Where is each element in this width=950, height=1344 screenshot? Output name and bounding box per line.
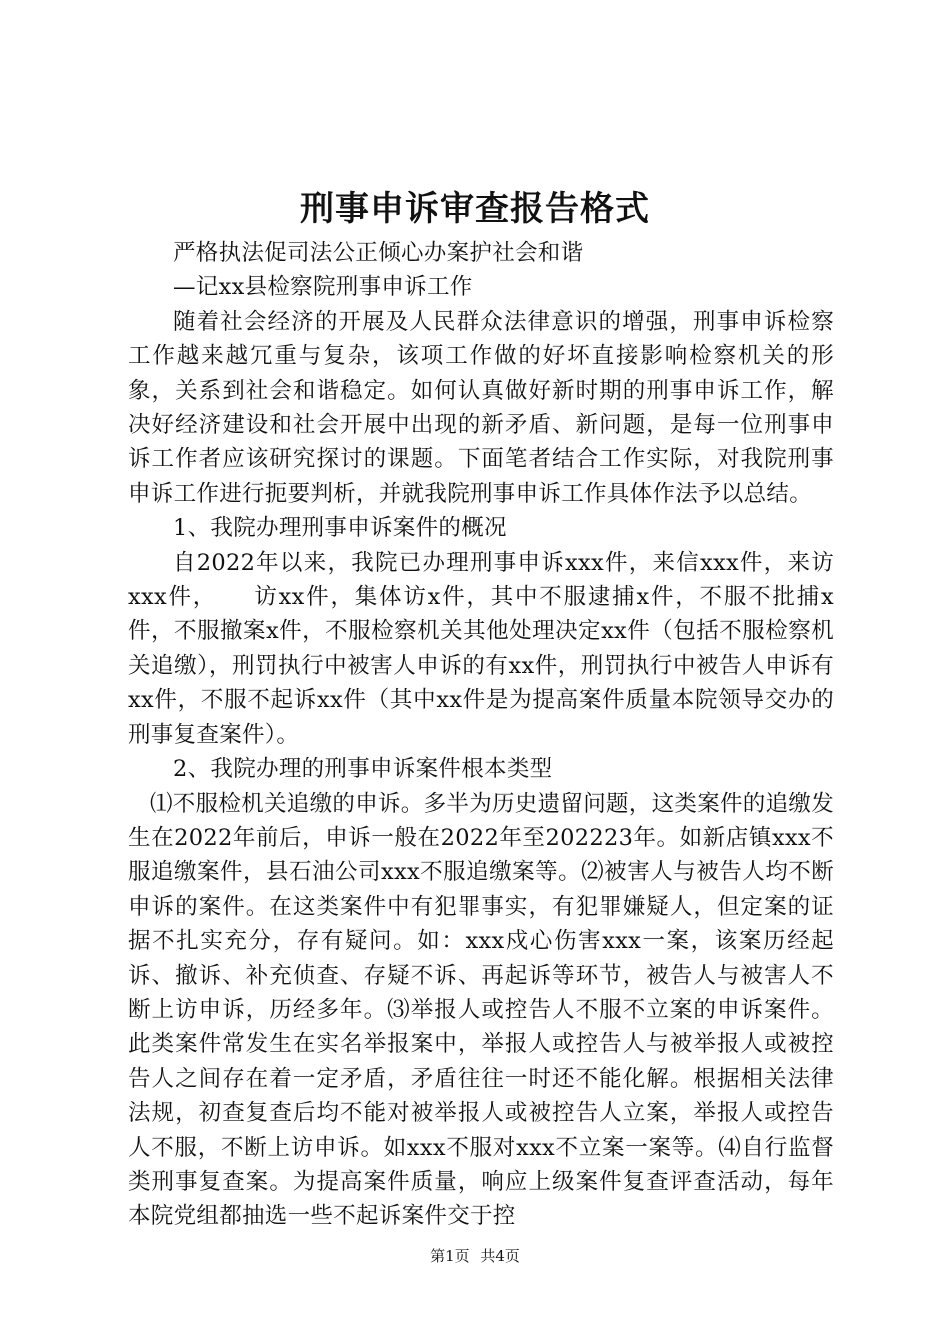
paragraph-types: ⑴不服检机关追缴的申诉。多半为历史遗留问题，这类案件的追缴发生在2022年前后，申诉一般在2022年至202223年。如新店镇xxx不服追缴案件，县石油公司xxx不服追缴案等。⑵被害人与被告人均不断申诉的案件。在这类案件中有犯罪事实，有犯罪嫌疑人，但定案的证据不扎实充分，存有疑问。如：xxx戍心伤害xxx一案，该案历经起诉、撤诉、补充侦查、存疑不诉、再起诉等环节，被告人与被害人不断上访申诉，历经多年。⑶举报人或控告人不服不立案的申诉案件。此类案件常发生在实名举报案中，举报人或控告人与被举报人或被控告人之间存在着一定矛盾，矛盾往往一时还不能化解。根据相关法律法规，初查复查后均不能对被举报人或被控告人立案，举报人或控告人不服，不断上访申诉。如xxx不服对xxx不立案一案等。⑷自行监督类刑事复查案。为提高案件质量，响应上级案件复查评查活动，每年本院党组都抽选一些不起诉案件交于控 (128, 790, 835, 1230)
document-title: 刑事申诉审查报告格式 (300, 189, 650, 229)
paragraph-overview: 自2022年以来，我院已办理刑事申诉xxx件，来信xxx件，来访xxx件， 访xx件，集体访x件，其中不服逮捕x件，不服不批捕x件，不服撤案x件，不服检察机关其他处理决定xx件（包括不服检察机关追缴），刑罚执行中被害人申诉的有xx件，刑罚执行中被告人申诉有xx件，不服不起诉xx件（其中xx件是为提高案件质量本院领导交办的刑事复查案件）。 (128, 549, 834, 748)
section-heading-types: 2、我院办理的刑事申诉案件根本类型 (173, 756, 553, 783)
section-heading-overview: 1、我院办理刑事申诉案件的概况 (173, 515, 507, 542)
page-number: 第1页 (430, 1247, 470, 1265)
subtitle-byline: —记xx县检察院刑事申诉工作 (173, 274, 473, 301)
subtitle-line: 严格执法促司法公正倾心办案护社会和谐 (173, 240, 584, 266)
document-body (128, 236, 834, 1234)
paragraph-intro: 随着社会经济的开展及人民群众法律意识的增强，刑事申诉检察工作越来越冗重与复杂，该项工作做的好坏直接影响检察机关的形象，关系到社会和谐稳定。如何认真做好新时期的刑事申诉工作，解决好经济建设和社会开展中出现的新矛盾、新问题，是每一位刑事申诉工作者应该研究探讨的课题。下面笔者结合工作实际，对我院刑事申诉工作进行扼要判析，并就我院刑事申诉工作具体作法予以总结。 (128, 308, 834, 507)
page-total: 共4页 (480, 1247, 520, 1265)
page-footer (0, 1244, 950, 1268)
